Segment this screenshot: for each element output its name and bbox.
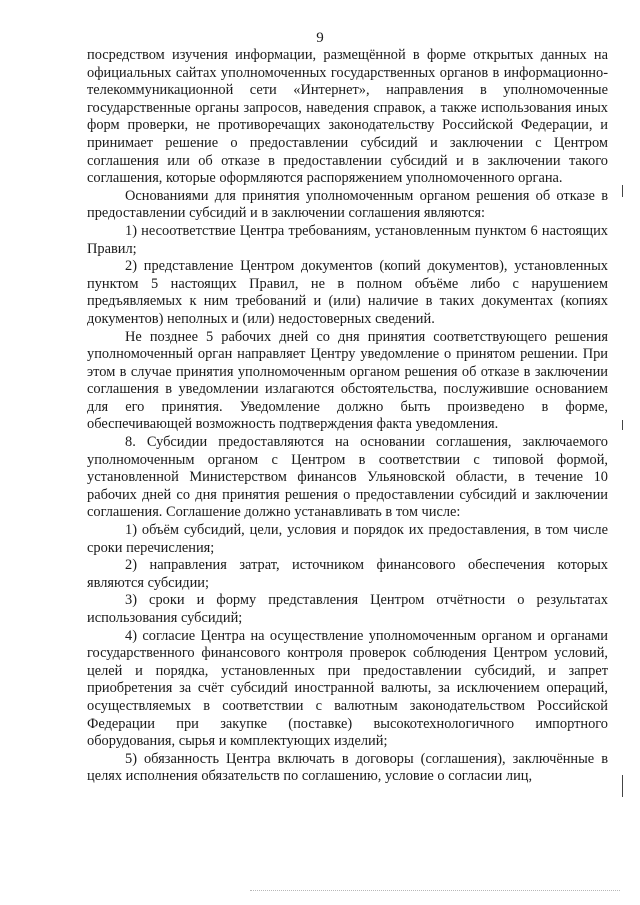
paragraph: Не позднее 5 рабочих дней со дня принятия соответствующего решения уполномоченный орган направляет Центру уведомление о принятом решении. При этом в случае принятия уполномоченным органом решения об отказе в заключении соглашения в уведомлении излагаются обстоятельства, послужившие основанием для его принятия. Уведомление должно быть произведено в форме, обеспечивающей возможность подтверждения факта уведомления. [87,328,608,433]
paragraph: Основаниями для принятия уполномоченным органом решения об отказе в предоставлении субсидий и в заключении соглашения являются: [87,187,608,222]
margin-mark [622,185,623,197]
scan-artifact [250,890,620,895]
paragraph: 8. Субсидии предоставляются на основании соглашения, заключаемого уполномоченным органом с Центром в соответствии с типовой формой, установленной Министерством финансов Ульяновской области, в течение 10 рабочих дней со дня принятия решения о предоставлении субсидий и заключении соглашения. Соглашение должно устанавливать в том числе: [87,434,608,521]
paragraph: 2) представление Центром документов (копий документов), установленных пунктом 5 настоящих Правил, не в полном объёме либо с нарушением предъявляемых к ним требований и (или) наличие в таких документах (копиях документов) неполных и (или) недостоверных сведений. [87,258,608,327]
margin-mark [622,775,623,797]
paragraph: 2) направления затрат, источником финансового обеспечения которых являются субсидии; [87,557,608,591]
paragraph: 3) сроки и форму представления Центром отчётности о результатах использования субсидий; [87,592,608,626]
paragraph: 1) несоответствие Центра требованиям, установленным пунктом 6 настоящих Правил; [87,222,608,257]
margin-mark [622,420,623,430]
paragraph: посредством изучения информации, размещённой в форме открытых данных на официальных сайтах уполномоченных государственных органов в информационно-телекоммуникационной сети «Интернет», направления в уполномоченные государственные органы запросов, наведения справок, а также использования иных форм проверки, не противоречащих законодательству Российской Федерации, и принимает решение о предоставлении субсидий и заключении с Центром соглашения или об отказе в предоставлении субсидий и в заключении такого соглашения, которые оформляются распоряжением уполномоченного органа. [87,47,608,187]
paragraph: 5) обязанность Центра включать в договоры (соглашения), заключённые в целях исполнения обязательств по соглашению, условие о согласии лиц, [87,750,608,785]
document-body [87,47,608,786]
paragraph: 1) объём субсидий, цели, условия и порядок их предоставления, в том числе сроки перечисления; [87,522,608,556]
page-number: 9 [316,30,324,46]
paragraph: 4) согласие Центра на осуществление уполномоченным органом и органами государственного финансового контроля проверок соблюдения Центром условий, целей и порядка, установленных при предоставлении субсидий, и запрет приобретения за счёт субсидий иностранной валюты, за исключением операций, осуществляемых в соответствии с валютным законодательством Российской Федерации при закупке (поставке) высокотехнологичного импортного оборудования, сырья и комплектующих изделий; [87,627,608,750]
